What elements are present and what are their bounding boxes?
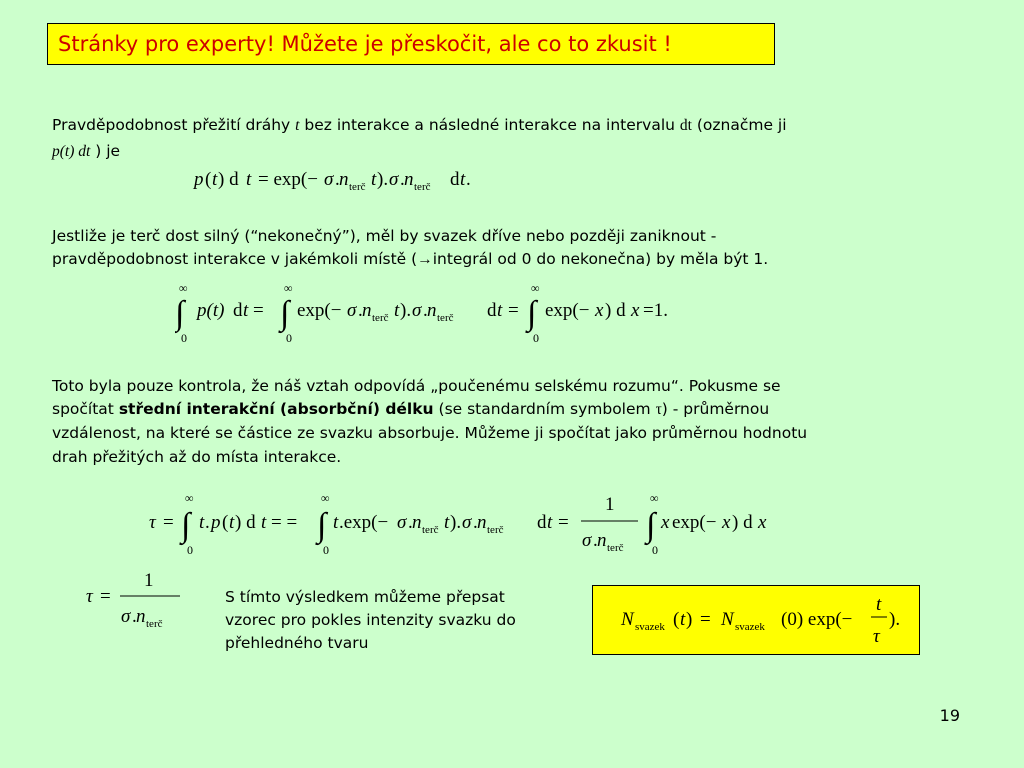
paragraph-mean-length-line3	[52, 422, 807, 444]
svg-text:=: =	[558, 512, 569, 533]
svg-text:terč: terč	[349, 181, 366, 193]
svg-text:=: =	[700, 609, 711, 630]
svg-text:N: N	[721, 609, 734, 630]
svg-text:exp(−: exp(−	[545, 300, 590, 321]
svg-text:t: t	[261, 512, 267, 533]
svg-text:p(t): p(t)	[197, 300, 225, 321]
svg-text:1: 1	[144, 570, 154, 591]
text-segment: Pravděpodobnost přežití dráhy	[52, 116, 296, 134]
svg-text:σ: σ	[324, 169, 334, 190]
equation-survival	[190, 163, 520, 195]
text-line: S tímto výsledkem můžeme přepsat	[225, 588, 505, 606]
svg-text:t: t	[547, 512, 553, 533]
svg-text:0: 0	[652, 543, 658, 557]
text-segment: (se standardním symbolem	[433, 400, 656, 418]
svg-text:n: n	[477, 512, 487, 533]
svg-text:).: ).	[400, 300, 412, 321]
var-t: t	[295, 117, 300, 134]
svg-text:0: 0	[181, 331, 187, 345]
svg-text:=1.: =1.	[643, 300, 668, 321]
svg-text:t: t	[394, 300, 400, 321]
paragraph-rewrite	[225, 586, 505, 608]
svg-text:∞: ∞	[531, 281, 540, 295]
paragraph-mean-length	[52, 375, 781, 397]
svg-text:) d: ) d	[218, 169, 239, 190]
equation-tau-integral	[145, 490, 795, 560]
svg-text:).: ).	[377, 169, 389, 190]
highlighted-equation-box	[592, 585, 920, 655]
svg-text:d: d	[537, 512, 547, 533]
arrow-icon: →	[417, 251, 433, 268]
svg-text:n: n	[597, 530, 607, 551]
svg-text:n: n	[404, 169, 414, 190]
svg-text:.: .	[408, 512, 413, 533]
svg-text:n: n	[339, 169, 349, 190]
svg-text:n: n	[362, 300, 372, 321]
svg-text:.: .	[205, 512, 210, 533]
svg-text:σ: σ	[582, 530, 592, 551]
svg-text:svazek: svazek	[635, 621, 665, 633]
svg-text:=: =	[163, 512, 174, 533]
paragraph-rewrite-line3	[225, 632, 368, 654]
svg-text:σ: σ	[121, 606, 131, 627]
svg-text:0: 0	[187, 543, 193, 557]
svg-text:t: t	[444, 512, 450, 533]
paragraph-survival-probability	[52, 114, 787, 137]
equation-beam-intensity	[593, 586, 919, 654]
experts-banner: Stránky pro experty! Můžete je přeskočit, ale co to zkusit !	[47, 23, 775, 65]
svg-text:τ: τ	[873, 626, 880, 647]
text-line: přehledného tvaru	[225, 634, 369, 652]
svg-text:∫: ∫	[646, 507, 656, 544]
svg-text:exp(−: exp(−	[297, 300, 342, 321]
svg-text:.exp(−: .exp(−	[339, 512, 389, 533]
svg-text:∞: ∞	[321, 491, 330, 505]
svg-text:terč: terč	[414, 181, 431, 193]
text-line: vzdálenost, na které se částice ze svazku absorbuje. Můžeme ji spočítat jako průměrnou hodnotu	[52, 424, 808, 442]
svg-text:= exp(−: = exp(−	[258, 169, 318, 190]
equation-tau-result	[82, 566, 192, 636]
svg-text:).: ).	[450, 512, 462, 533]
var-ptdt: p(t) dt	[52, 143, 91, 160]
svg-text:(: (	[205, 169, 212, 190]
svg-text:∫: ∫	[175, 295, 185, 332]
svg-text:t: t	[333, 512, 339, 533]
svg-text:=: =	[508, 300, 519, 321]
svg-text:∫: ∫	[280, 295, 290, 332]
svg-text:∫: ∫	[317, 507, 327, 544]
equation-normalization	[175, 280, 695, 348]
text-segment: (označme ji	[691, 116, 787, 134]
svg-text:τ: τ	[86, 586, 93, 607]
text-segment: bez interakce a následné interakce na intervalu	[299, 116, 680, 134]
svg-text:∞: ∞	[185, 491, 194, 505]
svg-text:t: t	[246, 169, 252, 190]
svg-text:terč: terč	[146, 618, 163, 630]
text-segment: ) je	[90, 142, 121, 160]
svg-text:) d: ) d	[235, 512, 256, 533]
svg-text:n: n	[136, 606, 146, 627]
svg-text:.: .	[358, 300, 363, 321]
text-segment: integrál od 0 do nekonečna) by měla být 1.	[432, 250, 769, 268]
svg-text:σ: σ	[462, 512, 472, 533]
svg-text:τ: τ	[149, 512, 156, 533]
text-line: drah přežitých až do místa interakce.	[52, 448, 342, 466]
svg-text:t: t	[243, 300, 249, 321]
svg-text:0: 0	[533, 331, 539, 345]
svg-text:(: (	[673, 609, 680, 630]
svg-text:d: d	[233, 300, 243, 321]
svg-text:t: t	[460, 169, 466, 190]
svg-text:terč: terč	[607, 542, 624, 554]
var-dt: dt	[679, 117, 692, 134]
svg-text:0: 0	[286, 331, 292, 345]
svg-text:x: x	[758, 512, 767, 533]
paragraph-rewrite-line2	[225, 609, 516, 631]
page-number: 19	[939, 706, 960, 725]
svg-text:∫: ∫	[527, 295, 537, 332]
svg-text:): )	[686, 609, 693, 630]
text-segment: spočítat	[52, 400, 119, 418]
svg-text:∞: ∞	[284, 281, 293, 295]
svg-text:∞: ∞	[179, 281, 188, 295]
svg-text:.: .	[132, 606, 137, 627]
svg-text:svazek: svazek	[735, 621, 765, 633]
svg-text:= =: = =	[271, 512, 298, 533]
svg-text:t: t	[212, 169, 218, 190]
svg-text:exp(−: exp(−	[672, 512, 717, 533]
svg-text:N: N	[621, 609, 634, 630]
svg-text:σ: σ	[389, 169, 399, 190]
svg-text:.: .	[423, 300, 428, 321]
svg-text:∞: ∞	[650, 491, 659, 505]
svg-text:d: d	[450, 169, 460, 190]
svg-text:0: 0	[323, 543, 329, 557]
svg-text:1: 1	[605, 494, 615, 515]
svg-text:σ: σ	[412, 300, 422, 321]
svg-text:t: t	[497, 300, 503, 321]
svg-text:n: n	[427, 300, 437, 321]
bold-term: střední interakční (absorbční) délku	[118, 400, 434, 418]
paragraph-mean-length-line2	[52, 398, 769, 421]
text-segment: pravděpodobnost interakce v jakémkoli místě (	[52, 250, 418, 268]
svg-text:t: t	[876, 594, 882, 615]
svg-text:) d: ) d	[732, 512, 753, 533]
svg-text:terč: terč	[437, 312, 454, 324]
svg-text:terč: terč	[372, 312, 389, 324]
svg-text:.: .	[593, 530, 598, 551]
text-segment: ) - průměrnou	[661, 400, 770, 418]
svg-text:x: x	[595, 300, 604, 321]
svg-text:t: t	[229, 512, 235, 533]
svg-text:terč: terč	[487, 524, 504, 536]
svg-text:t: t	[199, 512, 205, 533]
paragraph-thick-target	[52, 225, 716, 247]
svg-text:=: =	[253, 300, 264, 321]
svg-text:d: d	[487, 300, 497, 321]
svg-text:σ: σ	[347, 300, 357, 321]
paragraph-survival-probability-line2	[52, 140, 120, 163]
svg-text:.: .	[400, 169, 405, 190]
text-line: Jestliže je terč dost silný (“nekonečný”), měl by svazek dříve nebo později zaniknout -	[52, 227, 717, 245]
text-line: Toto byla pouze kontrola, že náš vztah odpovídá „poučenému selskému rozumu“. Pokusme se	[52, 377, 781, 395]
svg-text:n: n	[412, 512, 422, 533]
svg-text:t: t	[371, 169, 377, 190]
svg-text:.: .	[335, 169, 340, 190]
svg-text:x: x	[661, 512, 670, 533]
svg-text:p: p	[211, 512, 221, 533]
svg-text:∫: ∫	[181, 507, 191, 544]
svg-text:σ: σ	[397, 512, 407, 533]
text-line: vzorec pro pokles intenzity svazku do	[225, 611, 516, 629]
svg-text:).: ).	[889, 609, 901, 630]
svg-text:) d: ) d	[605, 300, 626, 321]
paragraph-thick-target-line2	[52, 248, 768, 271]
svg-text:.: .	[473, 512, 478, 533]
svg-text:=: =	[100, 586, 111, 607]
svg-text:(0) exp(−: (0) exp(−	[781, 609, 853, 630]
svg-text:terč: terč	[422, 524, 439, 536]
paragraph-mean-length-line4	[52, 446, 341, 468]
svg-text:.: .	[466, 169, 471, 190]
svg-text:x: x	[631, 300, 640, 321]
svg-text:x: x	[722, 512, 731, 533]
svg-text:t: t	[680, 609, 686, 630]
tau-symbol: τ	[655, 401, 662, 418]
svg-text:p: p	[194, 169, 204, 190]
svg-text:(: (	[222, 512, 229, 533]
